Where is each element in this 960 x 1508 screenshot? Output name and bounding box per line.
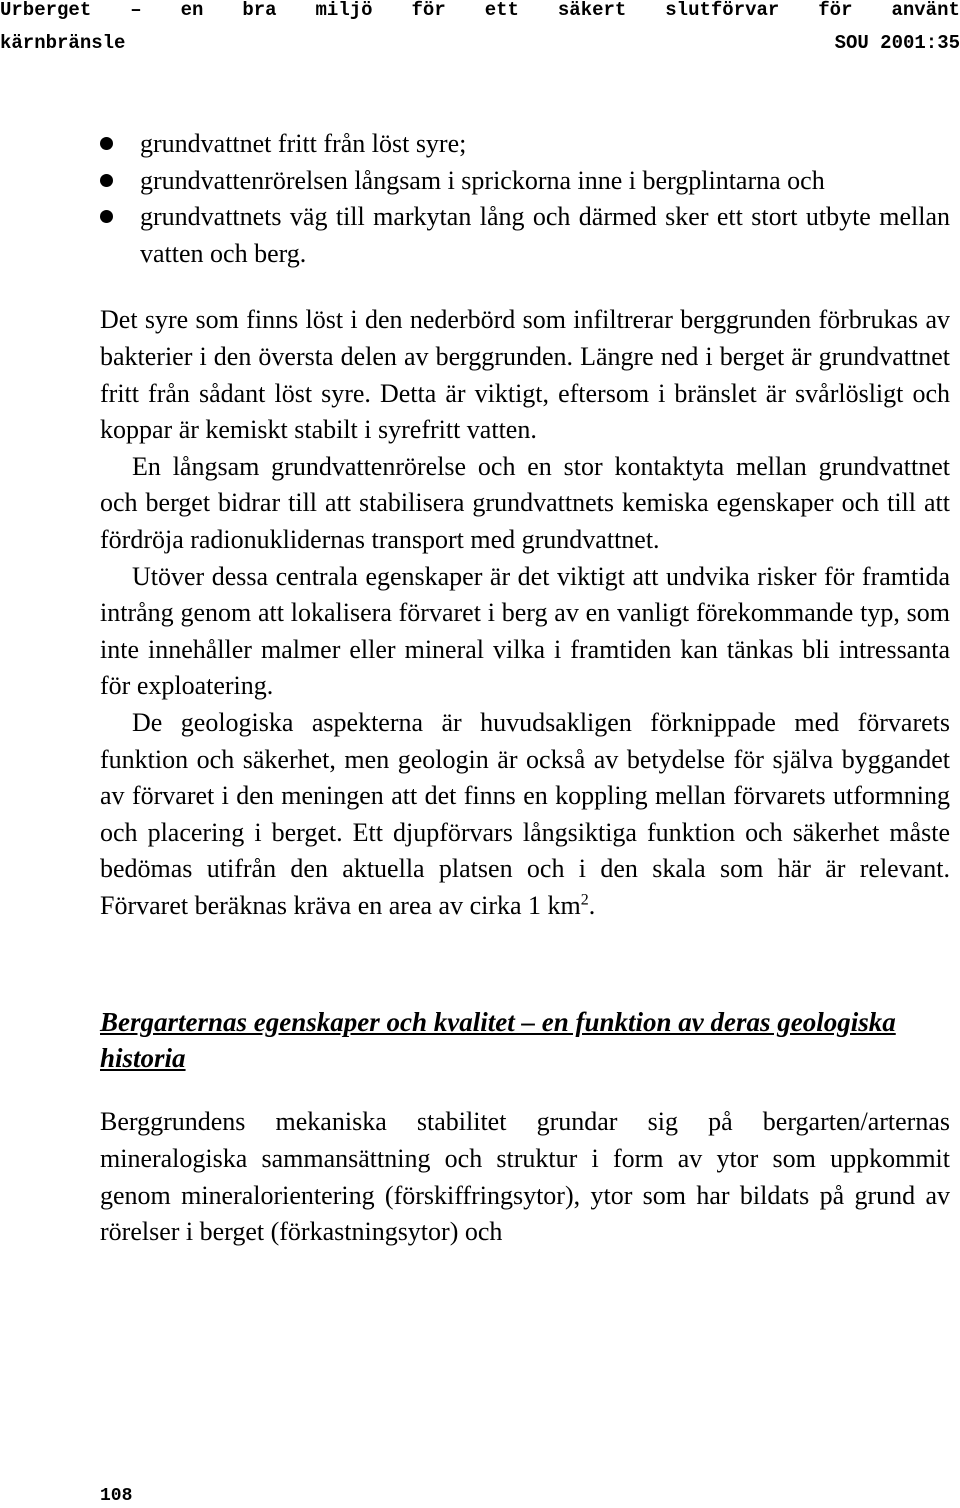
header-word: miljö — [315, 0, 373, 21]
header-word: använt — [891, 0, 960, 21]
paragraph: Berggrundens mekaniska stabilitet grundar sig på bergarten/arternas mineralogiska sammansättning och struktur i form av ytor som uppkommit genom mineralorientering (förskiffringsytor), ytor som har bildats på grund av rörelser i berget (förkastningsytor) och — [100, 1107, 950, 1247]
header-document-subject: kärnbränsle — [0, 32, 126, 54]
bullet-icon — [100, 174, 113, 187]
running-header-line2 — [0, 33, 960, 53]
header-word: ett — [484, 0, 519, 21]
header-report-number: SOU 2001:35 — [834, 32, 960, 54]
superscript: 2 — [580, 891, 589, 909]
header-word: för — [818, 0, 853, 21]
list-item — [100, 163, 950, 200]
paragraph: Det syre som finns löst i den nederbörd som infiltrerar berggrunden förbrukas av bakterier i den översta delen av berggrunden. Längre ned i berget är grundvattnet fritt från sådant löst syre. Detta är viktigt, eftersom i bränslet är svårlösligt och koppar är kemiskt stabilt i syrefritt vatten. — [100, 305, 950, 445]
bullet-icon — [100, 210, 113, 223]
paragraph-end: . — [588, 890, 596, 920]
list-item-text: grundvattenrörelsen långsam i sprickorna inne i bergplintarna och — [140, 165, 825, 195]
header-word: slutförvar — [665, 0, 780, 21]
list-item-text: grundvattnet fritt från löst syre; — [140, 129, 467, 158]
header-word: en — [180, 0, 204, 21]
section-heading: Bergarternas egenskaper och kvalitet – en funktion av deras geologiska historia — [100, 1007, 896, 1074]
paragraph — [100, 705, 950, 925]
header-word: för — [411, 0, 446, 21]
header-word: – — [130, 0, 142, 21]
header-word: bra — [242, 0, 277, 21]
paragraph: En långsam grundvattenrörelse och en stor kontaktyta mellan grundvattnet och berget bidrar till att stabilisera grundvattnets kemiska egenskaper och till att fördröja radionuklidernas transport med grundvattnet. — [100, 451, 950, 554]
list-item-text: grundvattnets väg till markytan lång och därmed sker ett stort utbyte mellan vatten och berg. — [140, 202, 950, 268]
list-item — [100, 126, 950, 163]
paragraph-text: De geologiska aspekterna är huvudsakligen förknippade med förvarets funktion och säkerhet, men geologin är också av betydelse för själva byggandet av förvaret i den meningen att det finns en koppling mellan förvarets utformning och placering i berget. Ett djupförvars långsiktiga funktion och säkerhet måste bedömas utifrån den aktuella platsen och i den skala som här är relevant. Förvaret beräknas kräva en area av cirka 1 km — [100, 707, 950, 920]
paragraph: Utöver dessa centrala egenskaper är det viktigt att undvika risker för framtida intrång genom att lokalisera förvaret i berg av en vanligt förekommande typ, som inte innehåller malmer eller mineral vilka i framtiden kan tänkas bli intressanta för exploatering. — [100, 561, 950, 701]
bullet-icon — [100, 137, 113, 150]
header-word: säkert — [557, 0, 627, 21]
page-body — [100, 126, 950, 1251]
running-header-line1 — [0, 0, 960, 20]
header-word: Urberget — [0, 0, 92, 21]
list-item — [100, 199, 950, 272]
page-number: 108 — [100, 1486, 133, 1506]
requirement-list — [100, 126, 950, 272]
